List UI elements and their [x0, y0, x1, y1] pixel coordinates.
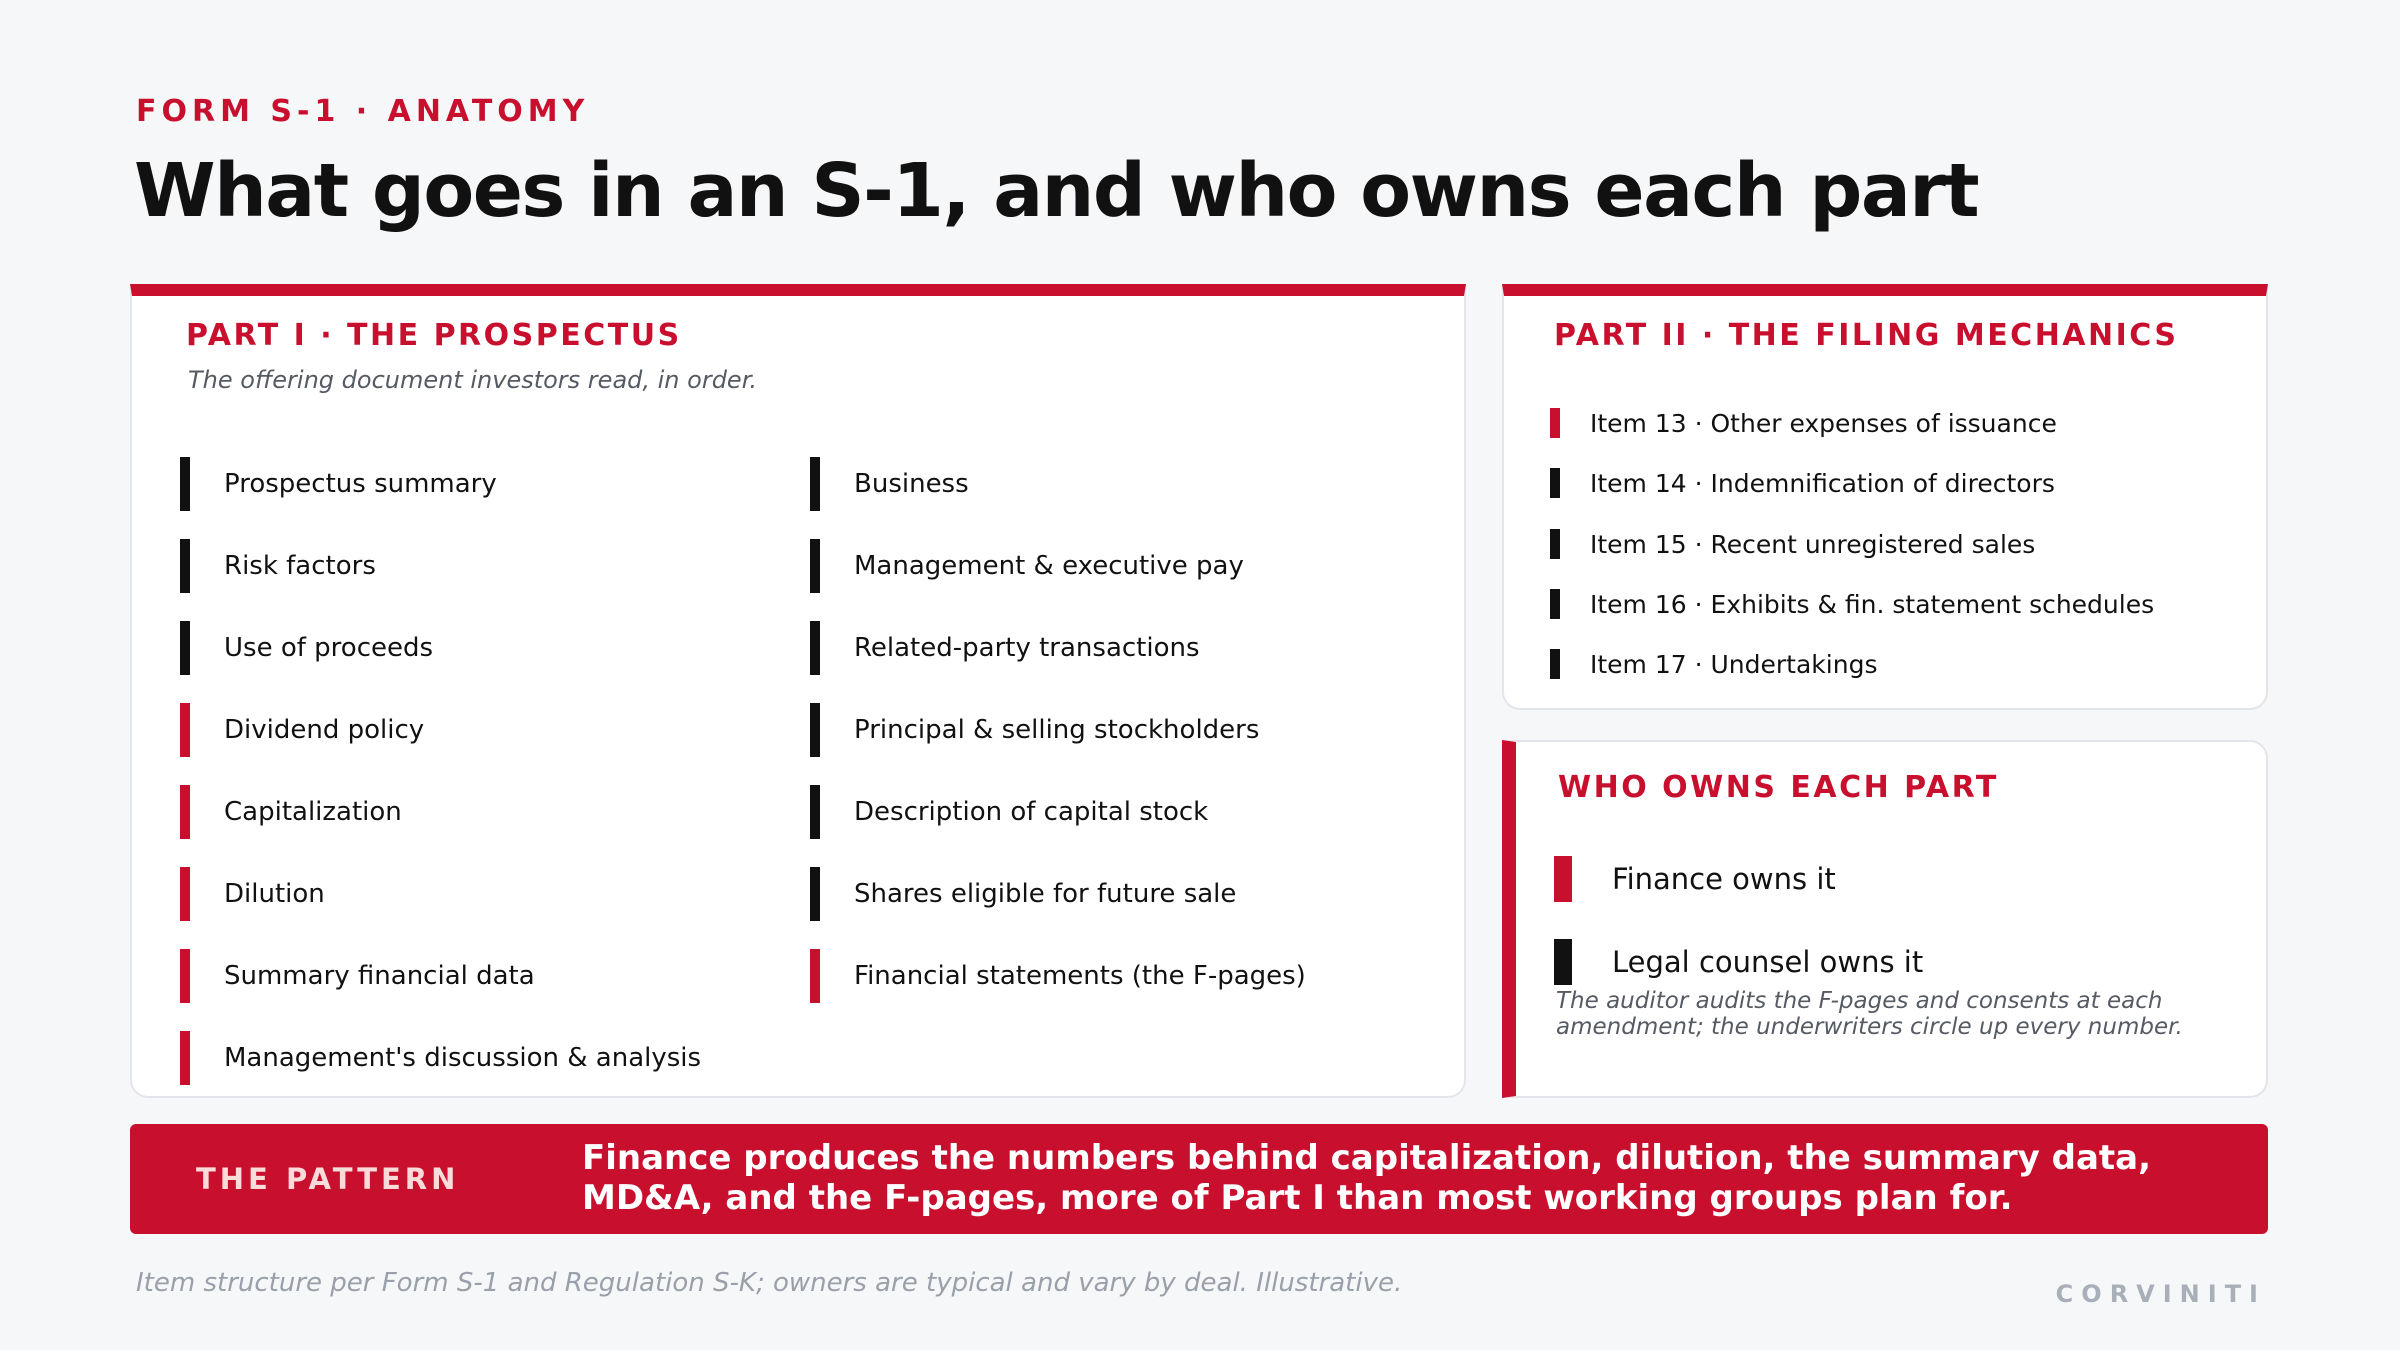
part2-item [1550, 587, 2154, 621]
owner-bar [810, 539, 820, 593]
footnote: Item structure per Form S-1 and Regulation S-K; owners are typical and vary by deal. Illustrative. [136, 1268, 1403, 1298]
owner-bar [180, 1031, 190, 1085]
item-label: Dividend policy [224, 715, 425, 745]
item-label: Risk factors [224, 551, 376, 581]
legend-finance [1554, 856, 1836, 902]
owner-bar [180, 867, 190, 921]
part1-item [810, 866, 1236, 922]
item-label: Dilution [224, 879, 325, 909]
part1-item [180, 620, 433, 676]
pattern-label: THE PATTERN [196, 1162, 460, 1196]
item-label: Financial statements (the F-pages) [854, 961, 1306, 991]
part1-item [180, 1030, 701, 1086]
owner-bar [180, 703, 190, 757]
part1-subtitle: The offering document investors read, in order. [188, 366, 757, 394]
page-title: What goes in an S-1, and who owns each part [134, 148, 1979, 234]
item-label: Capitalization [224, 797, 402, 827]
owner-bar [810, 457, 820, 511]
part1-item [180, 456, 497, 512]
owner-bar [180, 457, 190, 511]
owner-bar [1550, 408, 1560, 438]
part2-item [1550, 647, 1877, 681]
part1-item [810, 702, 1259, 758]
pattern-banner [130, 1124, 2268, 1234]
owners-heading: WHO OWNS EACH PART [1558, 770, 1999, 805]
owner-bar [1550, 589, 1560, 619]
item-label: Business [854, 469, 969, 499]
item-label: Shares eligible for future sale [854, 879, 1237, 909]
legend-label: Finance owns it [1612, 862, 1836, 896]
part1-item [180, 784, 402, 840]
part1-item [810, 948, 1306, 1004]
item-label: Principal & selling stockholders [854, 715, 1260, 745]
owner-bar [1550, 529, 1560, 559]
item-label: Item 16 · Exhibits & fin. statement schedules [1590, 589, 2155, 619]
part2-item [1550, 406, 2057, 440]
owner-bar [180, 785, 190, 839]
owner-bar [810, 621, 820, 675]
item-label: Item 15 · Recent unregistered sales [1590, 529, 2036, 559]
item-label: Management & executive pay [854, 551, 1244, 581]
owner-bar [810, 785, 820, 839]
legend-label: Legal counsel owns it [1612, 945, 1924, 979]
part2-heading: PART II · THE FILING MECHANICS [1554, 318, 2179, 353]
part1-item [180, 866, 325, 922]
part1-item [180, 702, 424, 758]
owner-bar [180, 949, 190, 1003]
part1-item [180, 538, 376, 594]
item-label: Management's discussion & analysis [224, 1043, 702, 1073]
part1-heading: PART I · THE PROSPECTUS [186, 318, 682, 353]
part1-item [810, 620, 1200, 676]
owner-bar [180, 539, 190, 593]
owners-note: The auditor audits the F-pages and consents at each amendment; the underwriters circle up every number. [1556, 988, 2183, 1040]
pattern-text: Finance produces the numbers behind capitalization, dilution, the summary data, MD&A, and the F-pages, more of Part I than most working groups plan for. [582, 1138, 2152, 1218]
part1-item [810, 538, 1244, 594]
part2-item [1550, 527, 2035, 561]
item-label: Use of proceeds [224, 633, 434, 663]
part1-item [810, 784, 1208, 840]
item-label: Description of capital stock [854, 797, 1209, 827]
owner-bar [1550, 649, 1560, 679]
finance-swatch [1554, 856, 1572, 902]
legal-swatch [1554, 939, 1572, 985]
owner-bar [810, 867, 820, 921]
owner-bar [810, 703, 820, 757]
owner-bar [180, 621, 190, 675]
owner-bar [1550, 468, 1560, 498]
part2-item [1550, 466, 2055, 500]
brand-logo: CORVINITI [2055, 1280, 2266, 1308]
part2-card [1502, 284, 2268, 710]
item-label: Summary financial data [224, 961, 535, 991]
eyebrow: FORM S-1 · ANATOMY [136, 94, 590, 129]
item-label: Related-party transactions [854, 633, 1200, 663]
part1-card [130, 284, 1466, 1098]
part1-item [180, 948, 535, 1004]
owners-card [1502, 740, 2268, 1098]
legend-legal [1554, 939, 1923, 985]
item-label: Prospectus summary [224, 469, 497, 499]
item-label: Item 14 · Indemnification of directors [1590, 468, 2055, 498]
owner-bar [810, 949, 820, 1003]
item-label: Item 13 · Other expenses of issuance [1590, 408, 2057, 438]
part1-item [810, 456, 969, 512]
item-label: Item 17 · Undertakings [1590, 649, 1878, 679]
